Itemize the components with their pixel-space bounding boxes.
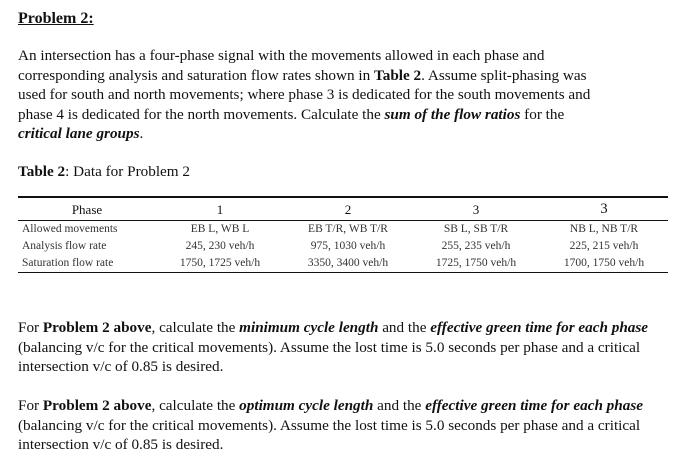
header-phase: Phase [71,201,103,217]
question-text: and the [373,397,426,414]
header-phase-3: 3 [472,201,480,217]
question-text: and the [378,319,431,336]
intro-text: phase 4 is dedicated for the north movements. Calculate the [18,105,385,123]
question-optimum-cycle [18,396,694,455]
emphasis-critical-lane-groups: critical lane groups [18,125,140,142]
question-minimum-cycle [18,318,680,377]
problem-title: Problem 2: [18,10,94,27]
table-row [18,255,668,273]
question-text: , calculate the [151,397,240,414]
table-header-row [18,197,668,221]
question-text: For [18,319,43,336]
header-phase-2: 2 [344,201,352,217]
caption-label: Table 2 [18,163,66,180]
intro-line-1: An intersection has a four-phase signal with the movements allowed in each phase and [18,47,545,64]
table-cell: 255, 235 veh/h [441,240,511,252]
table-cell: 225, 215 veh/h [569,240,639,252]
intro-text: corresponding analysis and saturation flow rates shown in [18,66,374,84]
header-phase-3b: 3 [600,201,608,217]
caption-text: : Data for Problem 2 [65,163,190,180]
problem-reference: Problem 2 above [42,319,152,336]
problem-statement [18,46,688,144]
intro-line-3: used for south and north movements; where phase 3 is dedicated for the south movements and [18,86,591,103]
table-reference: Table 2 [374,66,422,84]
table-cell: 1750, 1725 veh/h [179,257,261,269]
intro-text: . Assume split-phasing was [421,66,587,84]
data-table [18,196,668,273]
question-text: For [18,397,43,414]
intro-line-5 [18,124,688,144]
question-text: , calculate the [151,319,240,336]
table-cell: 3350, 3400 veh/h [307,257,389,269]
intro-text: for the [520,105,565,123]
problem-reference: Problem 2 above [42,397,152,414]
table-row [18,238,668,255]
table-cell: 1725, 1750 veh/h [435,257,517,269]
emphasis-optimum-cycle-length: optimum cycle length [239,397,374,414]
data-table-container [18,196,668,273]
intro-line-4 [18,105,688,125]
row-label: Allowed movements [22,223,118,235]
emphasis-effective-green-time: effective green time for each phase [425,397,643,414]
table-cell: EB L, WB L [190,223,250,235]
table-cell: NB L, NB T/R [569,223,639,235]
row-label: Analysis flow rate [22,240,107,252]
table-row [18,221,668,239]
table-cell: EB T/R, WB T/R [308,223,388,235]
question-text: (balancing v/c for the critical movements). Assume the lost time is 5.0 seconds per phase and a critical intersection v/c of 0.85 is desired. [18,338,641,375]
table-caption [18,163,190,181]
table-cell: 975, 1030 veh/h [310,240,386,252]
emphasis-minimum-cycle-length: minimum cycle length [239,319,379,336]
emphasis-sum-flow-ratios: sum of the flow ratios [384,105,521,123]
emphasis-effective-green-time: effective green time for each phase [430,319,649,336]
header-phase-1: 1 [216,201,224,217]
question-text: (balancing v/c for the critical movements). Assume the lost time is 5.0 seconds per phase and a critical intersection v/c of 0.85 is desired. [18,416,641,453]
intro-line-2 [18,66,688,86]
row-label: Saturation flow rate [22,257,114,269]
table-cell: 1700, 1750 veh/h [563,257,645,269]
intro-text: . [139,125,144,142]
table-cell: 245, 230 veh/h [185,240,255,252]
table-cell: SB L, SB T/R [443,223,509,235]
